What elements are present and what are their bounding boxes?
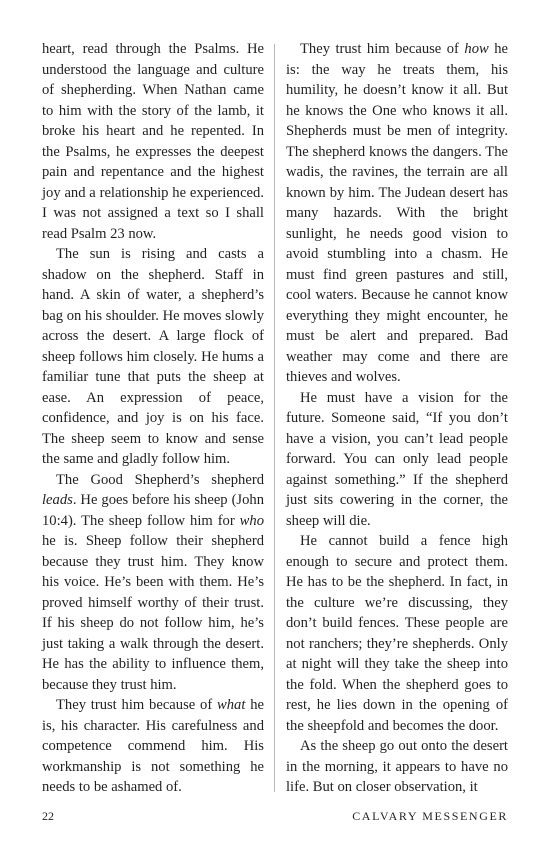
body-paragraph xyxy=(286,39,508,388)
paragraph-text: He cannot build a fence high enough to secure and protect them. He has to be the shepherd. In fact, in the culture we’re discussing, they don’t build fences. These people are not ranchers; they’re shepherds. Only at night will they take the sheep into the fold. When the shepherd goes to rest, he lies down in the opening of the sheepfold and becomes the door. xyxy=(286,533,508,734)
paragraph-text: . He goes before his sheep (John 10:4). The sheep follow him for xyxy=(42,492,264,529)
body-paragraph xyxy=(286,736,508,798)
paragraph-text: The Good Shepherd’s shepherd xyxy=(56,471,264,488)
body-paragraph xyxy=(286,531,508,736)
italic-text: leads xyxy=(42,492,73,508)
paragraph-text: heart, read through the Psalms. He understood the language and culture of shepherding. When Nathan came to him with the story of the lamb, it broke his heart and he repented. In the Psalms, he expresses the deepest pain and repentance and the highest joy and a relationship he experienced. I was not assigned a text so I shall read Psalm 23 now. xyxy=(42,41,264,242)
paragraph-text: he is: the way he treats them, his humility, he doesn’t know it all. But he knows the One who knows it all. Shepherds must be men of integrity. The shepherd knows the dangers. The wadis, the ravines, the terrain are all known by him. The Judean desert has many hazards. With the bright sunlight, he needs good vision to avoid stumbling into a chasm. He must find green pastures and still, cool waters. Because he cannot know everything they might encounter, he must be alert and prepared. Bad weather may come and there are thieves and wolves. xyxy=(286,41,508,385)
paragraph-text: The sun is rising and casts a shadow on the shepherd. Staff in hand. A skin of water, a shepherd’s bag on his shoulder. He moves slowly across the desert. A large flock of sheep follows him closely. He hums a familiar tune that puts the sheep at ease. An expression of peace, confidence, and joy is on his face. The sheep seem to know and sense the same and gladly follow him. xyxy=(42,246,264,467)
body-paragraph xyxy=(42,695,264,798)
column-divider xyxy=(274,44,275,792)
paragraph-text: he is, his character. His carefulness and competence commend him. His workmanship is not something he needs to be ashamed of. xyxy=(42,697,264,795)
page-footer xyxy=(42,808,508,824)
paragraph-text: They trust him because of xyxy=(56,697,218,713)
left-column xyxy=(42,39,264,798)
right-column xyxy=(286,39,508,798)
body-paragraph xyxy=(286,388,508,532)
body-paragraph xyxy=(42,470,264,696)
paragraph-text: he is. Sheep follow their shepherd because they trust him. They know his voice. He’s been with them. He’s proved himself worthy of their trust. If his sheep do not follow him, he’s just taking a walk through the desert. He has the ability to influence them, because they trust him. xyxy=(42,533,264,693)
page-number: 22 xyxy=(42,809,54,823)
body-paragraph xyxy=(42,39,264,244)
paragraph-text: They trust him because of xyxy=(300,41,465,57)
italic-text: how xyxy=(464,41,489,57)
paragraph-text: He must have a vision for the future. Someone said, “If you don’t have a vision, you can’t lead people forward. You can only lead people against something.” If the shepherd just sits cowering in the corner, the sheep will die. xyxy=(286,389,508,529)
paragraph-text: As the sheep go out onto the desert in the morning, it appears to have no life. But on closer observation, it xyxy=(286,738,508,795)
body-paragraph xyxy=(42,244,264,470)
italic-text: what xyxy=(217,697,246,713)
italic-text: who xyxy=(239,512,264,529)
running-title: CALVARY MESSENGER xyxy=(352,809,508,823)
